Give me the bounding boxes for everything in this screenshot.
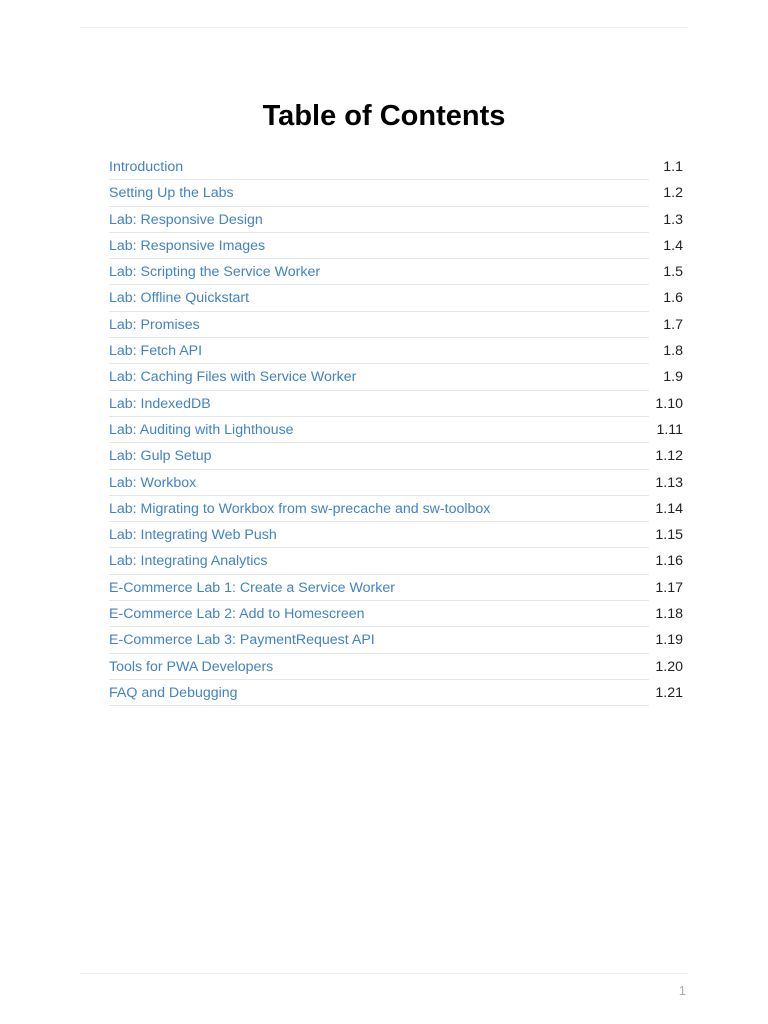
toc-entry <box>109 207 683 233</box>
toc-entry-number: 1.9 <box>663 369 683 386</box>
toc-entry-number: 1.15 <box>655 527 683 544</box>
toc-entry-number: 1.10 <box>655 395 683 412</box>
toc-entry-link[interactable]: Lab: IndexedDB <box>109 391 649 417</box>
toc-entry-number: 1.21 <box>655 684 683 701</box>
toc-entry <box>109 522 683 548</box>
toc-entry-link[interactable]: Lab: Gulp Setup <box>109 443 649 469</box>
toc-entry-link[interactable]: Introduction <box>109 154 649 180</box>
toc-entry-number: 1.20 <box>655 658 683 675</box>
toc-entry-link[interactable]: Lab: Offline Quickstart <box>109 285 649 311</box>
page-number: 1 <box>678 983 686 998</box>
toc-entry-number: 1.12 <box>655 448 683 465</box>
toc-entry-link[interactable]: Lab: Auditing with Lighthouse <box>109 417 649 443</box>
toc-entry-link[interactable]: E-Commerce Lab 2: Add to Homescreen <box>109 601 649 627</box>
page-title: Table of Contents <box>262 100 506 132</box>
table-of-contents <box>109 154 683 706</box>
toc-entry <box>109 259 683 285</box>
toc-entry <box>109 654 683 680</box>
toc-entry <box>109 680 683 706</box>
toc-entry <box>109 312 683 338</box>
toc-entry-link[interactable]: Lab: Scripting the Service Worker <box>109 259 649 285</box>
toc-entry <box>109 338 683 364</box>
toc-entry-link[interactable]: Tools for PWA Developers <box>109 654 649 680</box>
toc-entry-link[interactable]: Lab: Integrating Analytics <box>109 548 649 574</box>
page-footer-rule <box>80 973 688 974</box>
toc-entry-number: 1.7 <box>663 316 683 333</box>
toc-entry <box>109 154 683 180</box>
toc-entry <box>109 575 683 601</box>
toc-entry <box>109 496 683 522</box>
toc-entry-link[interactable]: Lab: Fetch API <box>109 338 649 364</box>
toc-entry <box>109 391 683 417</box>
toc-entry-number: 1.4 <box>663 237 683 254</box>
toc-entry-number: 1.17 <box>655 579 683 596</box>
toc-entry-link[interactable]: Lab: Responsive Images <box>109 233 649 259</box>
page-header-rule <box>80 27 688 28</box>
toc-entry-link[interactable]: FAQ and Debugging <box>109 680 649 706</box>
toc-entry <box>109 627 683 653</box>
toc-entry-number: 1.2 <box>663 185 683 202</box>
toc-entry-number: 1.5 <box>663 264 683 281</box>
toc-entry-link[interactable]: Lab: Promises <box>109 312 649 338</box>
toc-entry <box>109 601 683 627</box>
toc-entry <box>109 443 683 469</box>
toc-entry-number: 1.11 <box>656 421 683 438</box>
toc-entry <box>109 470 683 496</box>
toc-entry-number: 1.13 <box>655 474 683 491</box>
toc-entry-number: 1.8 <box>663 343 683 360</box>
toc-entry-number: 1.1 <box>663 159 683 175</box>
toc-entry-link[interactable]: E-Commerce Lab 3: PaymentRequest API <box>109 627 649 653</box>
toc-entry <box>109 364 683 390</box>
toc-entry-number: 1.6 <box>663 290 683 307</box>
toc-entry <box>109 548 683 574</box>
toc-entry-number: 1.16 <box>655 553 683 570</box>
toc-entry-number: 1.14 <box>655 500 683 517</box>
toc-entry-link[interactable]: Lab: Workbox <box>109 470 649 496</box>
toc-entry-link[interactable]: Lab: Integrating Web Push <box>109 522 649 548</box>
toc-entry <box>109 233 683 259</box>
toc-entry <box>109 417 683 443</box>
toc-entry-link[interactable]: Lab: Caching Files with Service Worker <box>109 364 649 390</box>
toc-entry-link[interactable]: Lab: Migrating to Workbox from sw-precache and sw-toolbox <box>109 496 649 522</box>
toc-entry <box>109 180 683 206</box>
toc-entry <box>109 285 683 311</box>
toc-entry-link[interactable]: Setting Up the Labs <box>109 180 649 206</box>
toc-entry-number: 1.3 <box>663 211 683 228</box>
toc-entry-link[interactable]: E-Commerce Lab 1: Create a Service Worker <box>109 575 649 601</box>
toc-entry-number: 1.19 <box>655 632 683 649</box>
toc-entry-link[interactable]: Lab: Responsive Design <box>109 207 649 233</box>
toc-entry-number: 1.18 <box>655 606 683 623</box>
